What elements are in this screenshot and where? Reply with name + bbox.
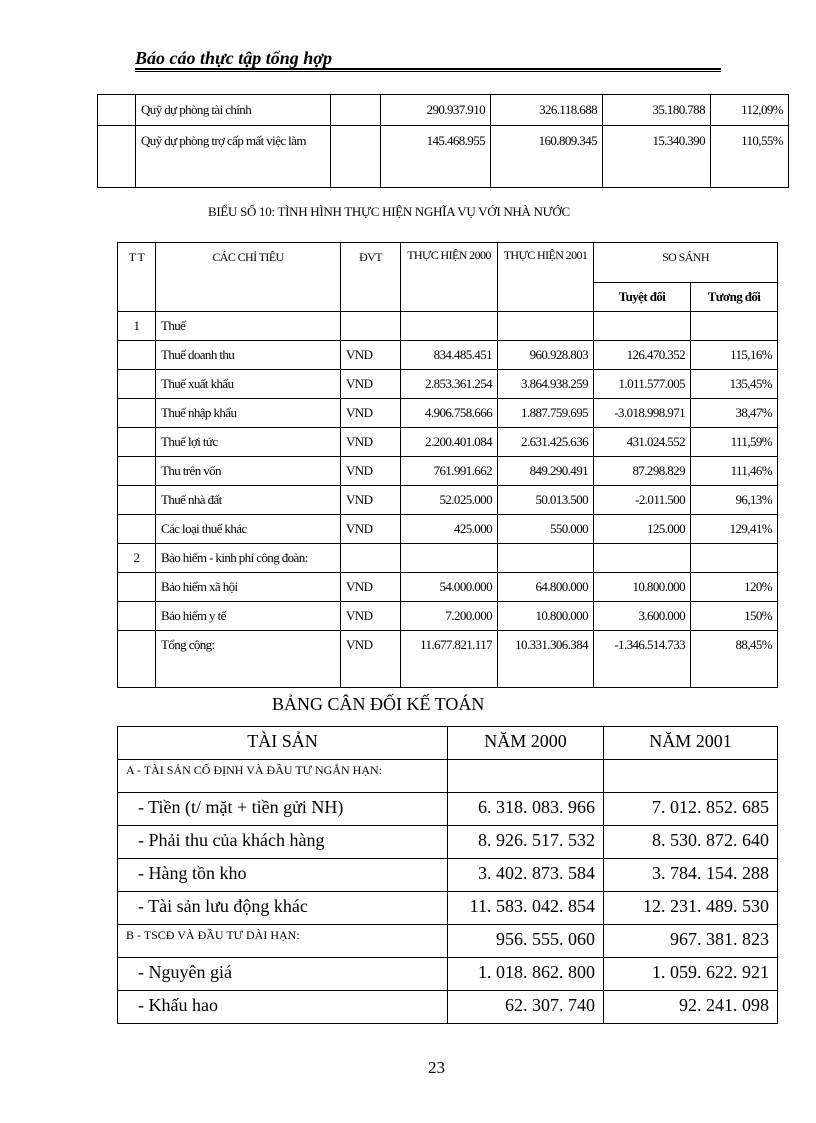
item-name: Thuế xuất khẩu: [156, 370, 341, 399]
item-name: Bảo hiểm y tế: [156, 602, 341, 631]
unit-cell: VND: [341, 457, 401, 486]
table-row: [118, 486, 778, 515]
y2001-cell: 849.290.491: [498, 457, 594, 486]
y2001-cell: 3. 784. 154. 288: [604, 859, 778, 892]
abs-cell: 125.000: [594, 515, 691, 544]
y2000-cell: 834.485.451: [401, 341, 498, 370]
tt-cell: [118, 573, 156, 602]
abs-cell: [594, 544, 691, 573]
abs-cell: -2.011.500: [594, 486, 691, 515]
tt-cell: [118, 370, 156, 399]
empty-cell: [98, 95, 136, 126]
unit-cell: VND: [341, 341, 401, 370]
asset-name: B - TSCĐ VÀ ĐẦU TƯ DÀI HẠN:: [118, 925, 448, 958]
y2000-cell: 956. 555. 060: [448, 925, 604, 958]
rel-cell: 96,13%: [691, 486, 778, 515]
y2001-cell: 1. 059. 622. 921: [604, 958, 778, 991]
table-row: [118, 457, 778, 486]
tt-cell: 2: [118, 544, 156, 573]
y2000-cell: 54.000.000: [401, 573, 498, 602]
unit-cell: [331, 95, 381, 126]
y2000-cell: [448, 760, 604, 793]
unit-cell: VND: [341, 399, 401, 428]
rel-cell: 150%: [691, 602, 778, 631]
balance-sheet-table: [117, 726, 778, 1024]
table-row: [118, 991, 778, 1024]
tt-cell: 1: [118, 312, 156, 341]
y2000-cell: 2.853.361.254: [401, 370, 498, 399]
abs-cell: 1.011.577.005: [594, 370, 691, 399]
asset-name: - Khấu hao: [118, 991, 448, 1024]
asset-name: - Tài sản lưu động khác: [118, 892, 448, 925]
item-name: Thuế doanh thu: [156, 341, 341, 370]
item-name: Bảo hiểm - kinh phí công đoàn:: [156, 544, 341, 573]
table-row: [118, 602, 778, 631]
item-name: Thuế nhập khẩu: [156, 399, 341, 428]
item-name: Thuế nhà đất: [156, 486, 341, 515]
y2000-cell: 11.677.821.117: [401, 631, 498, 688]
unit-cell: VND: [341, 486, 401, 515]
table-row: [118, 515, 778, 544]
y2000-cell: 4.906.758.666: [401, 399, 498, 428]
running-header: Báo cáo thực tập tổng hợp: [135, 48, 332, 68]
y2001-cell: 10.800.000: [498, 602, 594, 631]
y2000-cell: [401, 544, 498, 573]
table-row: [118, 925, 778, 958]
table-row: [118, 859, 778, 892]
item-name: Quỹ dự phòng trợ cấp mất việc làm: [136, 126, 331, 188]
asset-name: - Tiền (t/ mặt + tiền gửi NH): [118, 793, 448, 826]
y2001-cell: 10.331.306.384: [498, 631, 594, 688]
empty-cell: [98, 126, 136, 188]
abs-cell: 431.024.552: [594, 428, 691, 457]
y2000-cell: 761.991.662: [401, 457, 498, 486]
y2001-cell: [604, 760, 778, 793]
abs-cell: 87.298.829: [594, 457, 691, 486]
y2001-cell: 3.864.938.259: [498, 370, 594, 399]
header-unit: ĐVT: [341, 243, 401, 312]
unit-cell: VND: [341, 573, 401, 602]
page-number: 23: [428, 1058, 445, 1077]
table-row: [98, 95, 789, 126]
item-name: Quỹ dự phòng tài chính: [136, 95, 331, 126]
rel-cell: 135,45%: [691, 370, 778, 399]
table-row: [118, 544, 778, 573]
y2001-cell: 967. 381. 823: [604, 925, 778, 958]
rel-cell: 110,55%: [711, 126, 789, 188]
y2001-cell: 960.928.803: [498, 341, 594, 370]
tt-cell: [118, 515, 156, 544]
abs-cell: [594, 312, 691, 341]
header-item: CÁC CHỈ TIÊU: [156, 243, 341, 312]
item-name: Thuế lợi tức: [156, 428, 341, 457]
y2001-cell: 92. 241. 098: [604, 991, 778, 1024]
rel-cell: 38,47%: [691, 399, 778, 428]
y2001-cell: [498, 312, 594, 341]
unit-cell: [341, 544, 401, 573]
rel-cell: 115,16%: [691, 341, 778, 370]
header-rule: [135, 68, 721, 72]
table-caption: BIỂU SỐ 10: TÌNH HÌNH THỰC HIỆN NGHĨA VỤ VỚI NHÀ NƯỚC: [208, 204, 570, 219]
tt-cell: [118, 457, 156, 486]
y2001-cell: 7. 012. 852. 685: [604, 793, 778, 826]
rel-cell: [691, 544, 778, 573]
table-row: [118, 631, 778, 688]
y2001-cell: 8. 530. 872. 640: [604, 826, 778, 859]
y2000-cell: 11. 583. 042. 854: [448, 892, 604, 925]
state-obligation-table: [117, 242, 778, 688]
rel-cell: 120%: [691, 573, 778, 602]
header-2001: NĂM 2001: [604, 727, 778, 760]
table-row: [118, 370, 778, 399]
y2001-cell: 2.631.425.636: [498, 428, 594, 457]
table-row: [118, 399, 778, 428]
header-compare: SO SÁNH: [594, 243, 778, 283]
rel-cell: 129,41%: [691, 515, 778, 544]
y2001-cell: [498, 544, 594, 573]
y2000-cell: 290.937.910: [381, 95, 491, 126]
tt-cell: [118, 486, 156, 515]
y2001-cell: 326.118.688: [491, 95, 603, 126]
tt-cell: [118, 602, 156, 631]
item-name: Thuế: [156, 312, 341, 341]
y2001-cell: 12. 231. 489. 530: [604, 892, 778, 925]
table-row: [118, 312, 778, 341]
y2000-cell: 1. 018. 862. 800: [448, 958, 604, 991]
rel-cell: [691, 312, 778, 341]
y2001-cell: 160.809.345: [491, 126, 603, 188]
header-2000: THỰC HIỆN 2000: [401, 243, 498, 312]
asset-name: - Nguyên giá: [118, 958, 448, 991]
rel-cell: 112,09%: [711, 95, 789, 126]
unit-cell: [341, 312, 401, 341]
abs-cell: 3.600.000: [594, 602, 691, 631]
asset-name: - Phải thu của khách hàng: [118, 826, 448, 859]
abs-cell: 35.180.788: [603, 95, 711, 126]
asset-name: - Hàng tồn kho: [118, 859, 448, 892]
tt-cell: [118, 399, 156, 428]
table-row: [118, 573, 778, 602]
y2000-cell: 7.200.000: [401, 602, 498, 631]
balance-sheet-title: BẢNG CÂN ĐỐI KẾ TOÁN: [272, 694, 485, 714]
y2001-cell: 550.000: [498, 515, 594, 544]
table-row: [118, 428, 778, 457]
y2000-cell: 425.000: [401, 515, 498, 544]
y2001-cell: 1.887.759.695: [498, 399, 594, 428]
unit-cell: VND: [341, 428, 401, 457]
abs-cell: -3.018.998.971: [594, 399, 691, 428]
y2000-cell: 8. 926. 517. 532: [448, 826, 604, 859]
y2001-cell: 64.800.000: [498, 573, 594, 602]
item-name: Bảo hiểm xã hội: [156, 573, 341, 602]
rel-cell: 88,45%: [691, 631, 778, 688]
table-row: [98, 126, 789, 188]
reserve-fund-table: [97, 94, 789, 188]
rel-cell: 111,46%: [691, 457, 778, 486]
y2001-cell: 50.013.500: [498, 486, 594, 515]
header-relative: Tương đối: [691, 283, 778, 312]
header-2000: NĂM 2000: [448, 727, 604, 760]
item-name: Tổng cộng:: [156, 631, 341, 688]
unit-cell: VND: [341, 370, 401, 399]
table-row: [118, 793, 778, 826]
abs-cell: 10.800.000: [594, 573, 691, 602]
item-name: Thu trên vốn: [156, 457, 341, 486]
abs-cell: 15.340.390: [603, 126, 711, 188]
header-absolute: Tuyệt đối: [594, 283, 691, 312]
tt-cell: [118, 428, 156, 457]
y2000-cell: 6. 318. 083. 966: [448, 793, 604, 826]
unit-cell: VND: [341, 602, 401, 631]
header-tt: T T: [118, 243, 156, 312]
table-row: [118, 760, 778, 793]
table-row: [118, 826, 778, 859]
y2000-cell: 145.468.955: [381, 126, 491, 188]
table-row: [118, 341, 778, 370]
abs-cell: -1.346.514.733: [594, 631, 691, 688]
y2000-cell: 2.200.401.084: [401, 428, 498, 457]
y2000-cell: 62. 307. 740: [448, 991, 604, 1024]
unit-cell: VND: [341, 631, 401, 688]
y2000-cell: 52.025.000: [401, 486, 498, 515]
tt-cell: [118, 341, 156, 370]
unit-cell: [331, 126, 381, 188]
table-row: [118, 892, 778, 925]
abs-cell: 126.470.352: [594, 341, 691, 370]
unit-cell: VND: [341, 515, 401, 544]
item-name: Các loại thuế khác: [156, 515, 341, 544]
table-row: [118, 958, 778, 991]
header-asset: TÀI SẢN: [118, 727, 448, 760]
tt-cell: [118, 631, 156, 688]
header-2001: THỰC HIỆN 2001: [498, 243, 594, 312]
asset-name: A - TÀI SẢN CỐ ĐỊNH VÀ ĐẦU TƯ NGẮN HẠN:: [118, 760, 448, 793]
rel-cell: 111,59%: [691, 428, 778, 457]
y2000-cell: [401, 312, 498, 341]
y2000-cell: 3. 402. 873. 584: [448, 859, 604, 892]
